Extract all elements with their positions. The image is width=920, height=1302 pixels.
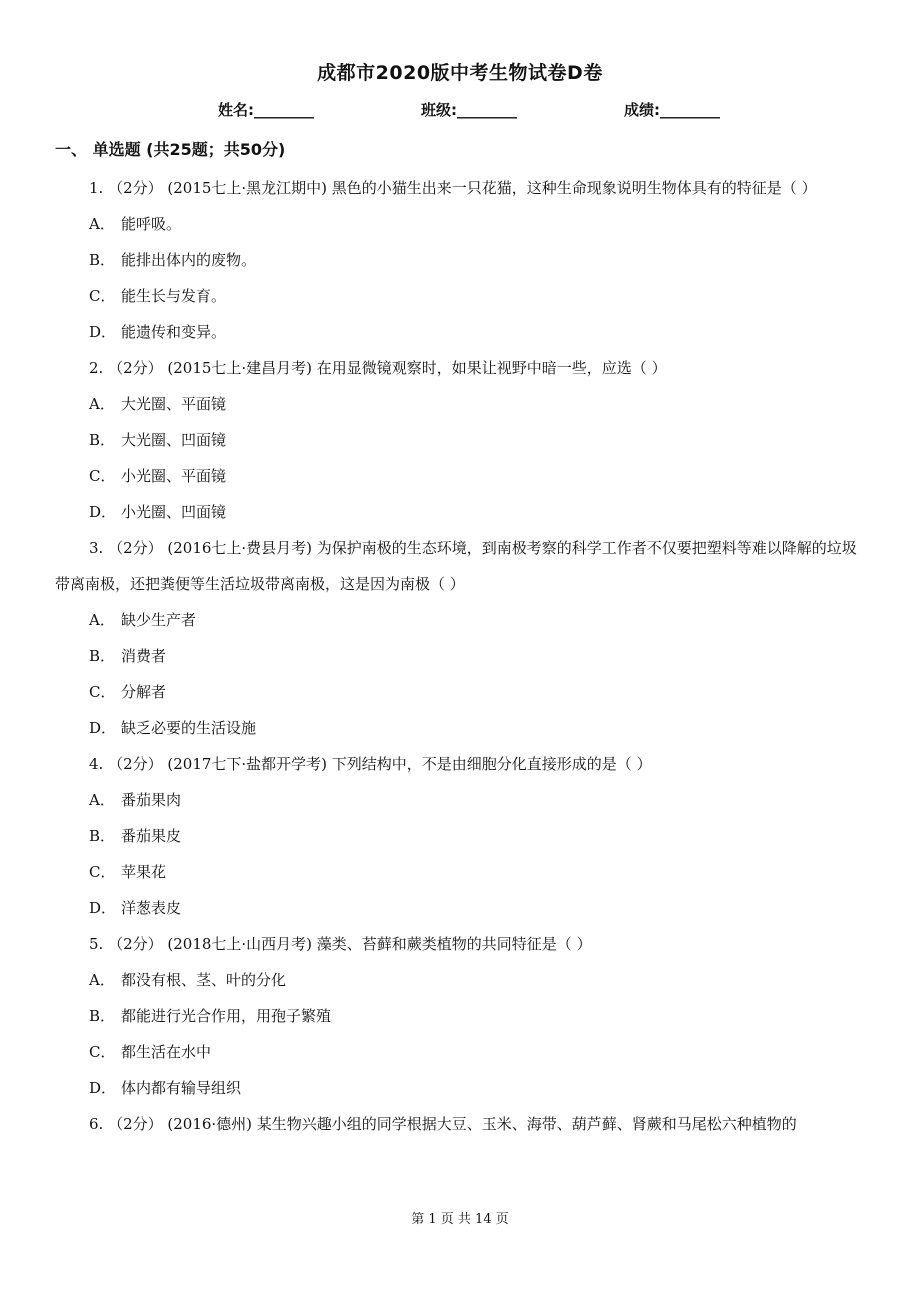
answer-option: [55, 962, 870, 998]
answer-option: [55, 314, 870, 350]
option-letter: B．: [89, 647, 116, 665]
option-text: 都生活在水中: [121, 1043, 212, 1061]
question-stem: 3. （2分） (2016七上·费县月考) 为保护南极的生态环境，到南极考察的科学工作者不仅要把塑料等难以降解的垃圾带离南极，还把粪便等生活垃圾带离南极，这是因为南极（ ）: [55, 539, 857, 593]
option-letter: C．: [89, 1043, 116, 1061]
answer-option: [55, 422, 870, 458]
answer-option: [55, 206, 870, 242]
option-letter: C．: [89, 683, 116, 701]
option-text: 番茄果肉: [121, 791, 182, 809]
answer-option: [55, 854, 870, 890]
option-letter: C．: [89, 467, 116, 485]
page-title: 成都市2020版中考生物试卷D卷: [317, 62, 603, 84]
option-letter: D．: [89, 1079, 117, 1097]
option-text: 都没有根、茎、叶的分化: [121, 971, 287, 989]
answer-option: [55, 494, 870, 530]
option-letter: A．: [89, 395, 115, 413]
option-text: 消费者: [121, 647, 167, 665]
option-text: 缺乏必要的生活设施: [121, 719, 257, 737]
answer-option: [55, 638, 870, 674]
option-text: 缺少生产者: [121, 611, 197, 629]
option-letter: D．: [89, 899, 117, 917]
answer-option: [55, 386, 870, 422]
option-text: 能生长与发育。: [121, 287, 227, 305]
option-text: 能排出体内的废物。: [121, 251, 257, 269]
option-text: 能遗传和变异。: [121, 323, 227, 341]
student-info-row: [0, 99, 920, 121]
option-letter: B．: [89, 827, 116, 845]
option-letter: C．: [89, 863, 116, 881]
option-letter: D．: [89, 719, 117, 737]
option-text: 体内都有输导组织: [121, 1079, 242, 1097]
option-letter: B．: [89, 251, 116, 269]
option-text: 能呼吸。: [121, 215, 182, 233]
option-text: 分解者: [121, 683, 167, 701]
option-text: 小光圈、平面镜: [121, 467, 227, 485]
answer-option: [55, 1034, 870, 1070]
option-letter: C．: [89, 287, 116, 305]
answer-option: [55, 602, 870, 638]
option-letter: D．: [89, 503, 117, 521]
option-letter: A．: [89, 215, 115, 233]
answer-option: [55, 674, 870, 710]
question-stem: 5. （2分） (2018七上·山西月考) 藻类、苔藓和蕨类植物的共同特征是（ ）: [89, 935, 592, 953]
option-text: 大光圈、凹面镜: [121, 431, 227, 449]
answer-option: [55, 458, 870, 494]
question-list: [55, 170, 870, 1142]
answer-option: [55, 998, 870, 1034]
option-text: 番茄果皮: [121, 827, 182, 845]
name-field-label: 姓名:________: [218, 101, 314, 119]
answer-option: [55, 890, 870, 926]
score-field-label: 成绩:________: [624, 101, 720, 119]
option-letter: A．: [89, 611, 115, 629]
option-text: 都能进行光合作用，用孢子繁殖: [121, 1007, 332, 1025]
class-field-label: 班级:________: [421, 101, 517, 119]
option-text: 洋葱表皮: [121, 899, 182, 917]
option-letter: B．: [89, 431, 116, 449]
option-letter: D．: [89, 323, 117, 341]
option-letter: A．: [89, 791, 115, 809]
answer-option: [55, 278, 870, 314]
answer-option: [55, 242, 870, 278]
question-stem: 4. （2分） (2017七下·盐都开学考) 下列结构中，不是由细胞分化直接形成的是（ ）: [89, 755, 652, 773]
option-letter: B．: [89, 1007, 116, 1025]
section-heading: 一、 单选题 (共25题；共50分): [55, 140, 286, 159]
page-footer: 第 1 页 共 14 页: [411, 1212, 509, 1227]
question-stem: 1. （2分） (2015七上·黑龙江期中) 黑色的小猫生出来一只花猫，这种生命现象说明生物体具有的特征是（ ）: [89, 179, 817, 197]
option-letter: A．: [89, 971, 115, 989]
answer-option: [55, 710, 870, 746]
question-stem: 2. （2分） (2015七上·建昌月考) 在用显微镜观察时，如果让视野中暗一些，应选（ ）: [89, 359, 667, 377]
option-text: 苹果花: [121, 863, 167, 881]
answer-option: [55, 818, 870, 854]
answer-option: [55, 782, 870, 818]
option-text: 小光圈、凹面镜: [121, 503, 227, 521]
question-stem: 6. （2分） (2016·德州) 某生物兴趣小组的同学根据大豆、玉米、海带、葫芦藓、肾蕨和马尾松六种植物的: [89, 1115, 797, 1133]
answer-option: [55, 1070, 870, 1106]
option-text: 大光圈、平面镜: [121, 395, 227, 413]
